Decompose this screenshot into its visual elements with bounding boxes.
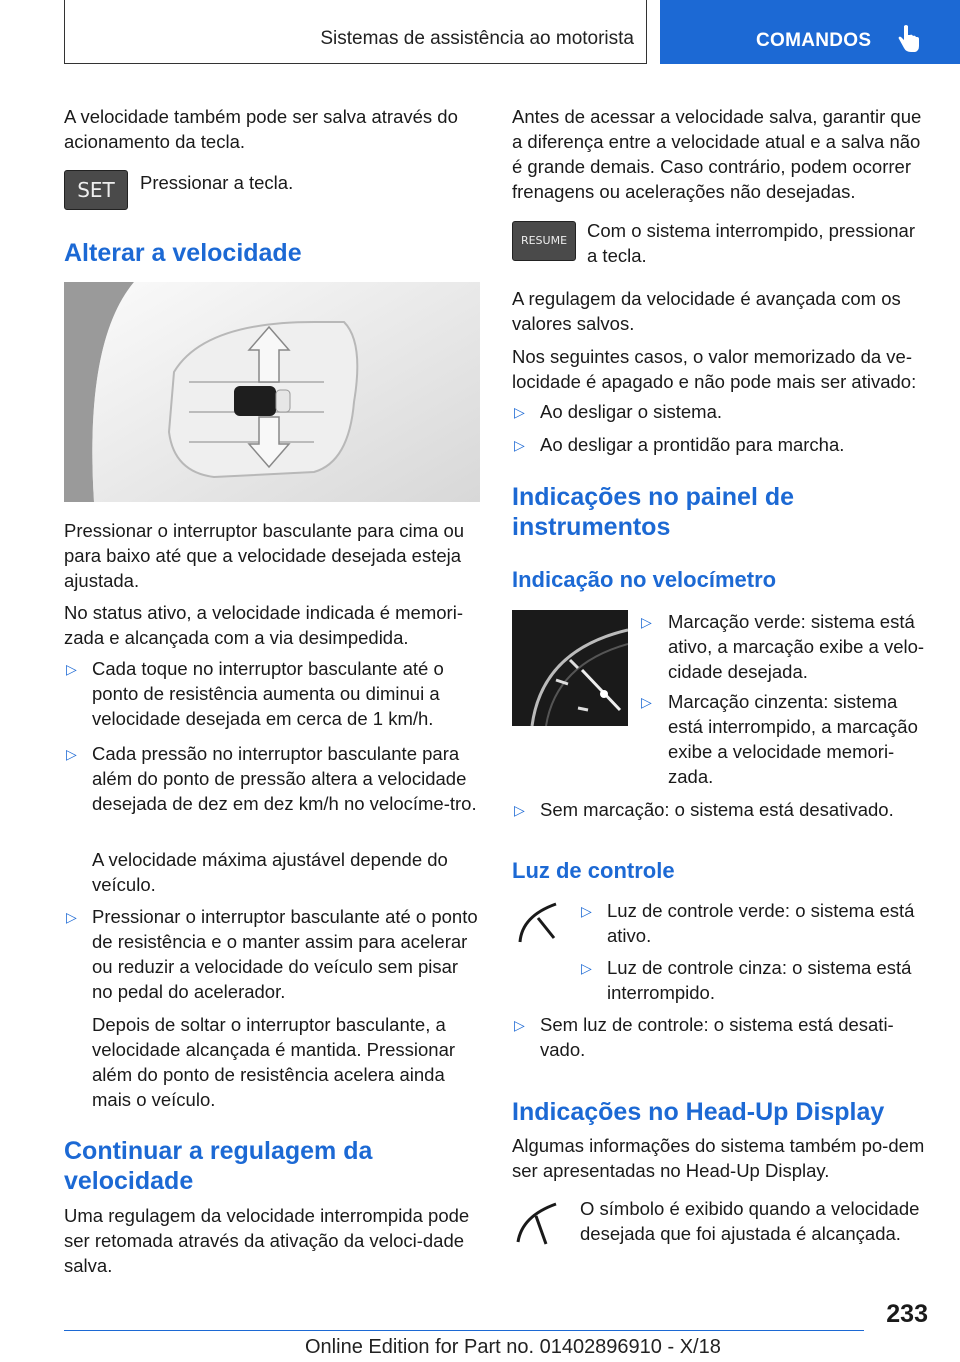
left-bullet-1: Cada toque no interruptor basculante até o ponto de resistência aumenta ou diminui a velocidade desejada em cerca de 1 km/h. [92, 658, 444, 729]
heading-indicacoes: Indicações no painel de instrumentos [512, 483, 795, 541]
bullet-triangle-icon: ▷ [514, 404, 525, 420]
speedo-bullet-3: Sem marcação: o sistema está desativado. [540, 799, 894, 820]
set-instruction: Pressionar a tecla. [140, 172, 294, 193]
bullet-triangle-icon: ▷ [66, 746, 77, 762]
header-box [64, 0, 647, 64]
right-bullet-1: Ao desligar o sistema. [540, 401, 723, 422]
set-key-icon: SET [64, 170, 128, 210]
tab-comandos[interactable] [660, 0, 960, 64]
right-p4: Algumas informações do sistema também po-dem ser apresentadas no Head-Up Display. [512, 1135, 925, 1181]
heading-alterar: Alterar a velocidade [64, 239, 302, 267]
left-bullet-2-note: A velocidade máxima ajustável depende do veículo. [92, 849, 448, 895]
speedo-bullet-2: Marcação cinzenta: sistema está interrompido, a marcação exibe a velocidade memori-zada. [668, 691, 918, 787]
bullet-triangle-icon: ▷ [66, 909, 77, 925]
steering-wheel-image [64, 282, 480, 502]
light-bullet-3: Sem luz de controle: o sistema está desati-vado. [540, 1014, 894, 1060]
speed-indicator-icon [512, 1198, 570, 1250]
section-title: Sistemas de assistência ao motorista [320, 28, 634, 49]
heading-hud: Indicações no Head-Up Display [512, 1098, 885, 1126]
heading-velocimetro: Indicação no velocímetro [512, 567, 777, 592]
light-bullet-2: Luz de controle cinza: o sistema está interrompido. [607, 957, 912, 1003]
bullet-triangle-icon: ▷ [641, 694, 652, 710]
left-intro [64, 104, 478, 154]
bullet-triangle-icon: ▷ [514, 1017, 525, 1033]
left-p2: No status ativo, a velocidade indicada é memori-zada e alcançada com a via desimpedida. [64, 602, 463, 648]
left-bullet-3: Pressionar o interruptor basculante até o ponto de resistência e o manter assim para acelerar ou reduzir a velocidade do veículo sem pisar no pedal do acelerador. [92, 906, 478, 1002]
footer-edition: Online Edition for Part no. 01402896910 - X/18 [305, 1336, 721, 1358]
left-p1: Pressionar o interruptor basculante para cima ou para baixo até que a velocidade desejada esteja ajustada. [64, 520, 465, 591]
light-bullet-1: Luz de controle verde: o sistema está ativo. [607, 900, 915, 946]
bullet-triangle-icon: ▷ [581, 903, 592, 919]
page-number: 233 [886, 1300, 928, 1328]
speed-indicator-icon [512, 898, 570, 948]
bullet-triangle-icon: ▷ [581, 960, 592, 976]
heading-continuar: Continuar a regulagem da velocidade [64, 1137, 373, 1195]
resume-instruction: Com o sistema interrompido, pressionar a tecla. [587, 220, 915, 266]
bullet-triangle-icon: ▷ [514, 802, 525, 818]
heading-luz: Luz de controle [512, 858, 675, 883]
footer-divider [64, 1330, 864, 1331]
right-p3: Nos seguintes casos, o valor memorizado da ve-locidade é apagado e não pode mais ser ativado: [512, 346, 917, 392]
left-bullet-2: Cada pressão no interruptor basculante para além do ponto de pressão altera a velocidade desejada de dez em dez km/h no velocíme-tro. [92, 743, 477, 814]
speedo-bullet-1: Marcação verde: sistema está ativo, a marcação exibe a velo-cidade desejada. [668, 611, 925, 682]
right-p5: O símbolo é exibido quando a velocidade desejada que foi ajustada é alcançada. [580, 1198, 920, 1244]
right-p2: A regulagem da velocidade é avançada com os valores salvos. [512, 288, 901, 334]
left-bullet-3-note: Depois de soltar o interruptor basculante, a velocidade alcançada é mantida. Pressionar além do ponto de resistência acelera ainda mais o veículo. [92, 1014, 456, 1110]
bullet-triangle-icon: ▷ [641, 614, 652, 630]
hand-pointer-icon [895, 24, 921, 54]
intro-text: A velocidade também pode ser salva através do acionamento da tecla. [64, 106, 458, 152]
tab-label: COMANDOS [756, 30, 872, 51]
right-p1: Antes de acessar a velocidade salva, garantir que a diferença entre a velocidade atual e a salva não é grande demais. Caso contrário, podem ocorrer frenagens ou acelerações não desejadas. [512, 106, 922, 202]
right-bullet-2: Ao desligar a prontidão para marcha. [540, 434, 845, 455]
left-p3: Uma regulagem da velocidade interrompida pode ser retomada através da ativação da veloci-dade salva. [64, 1205, 470, 1276]
bullet-triangle-icon: ▷ [66, 661, 77, 677]
resume-key-icon: RESUME [512, 221, 576, 261]
speedometer-image [512, 610, 628, 726]
bullet-triangle-icon: ▷ [514, 437, 525, 453]
